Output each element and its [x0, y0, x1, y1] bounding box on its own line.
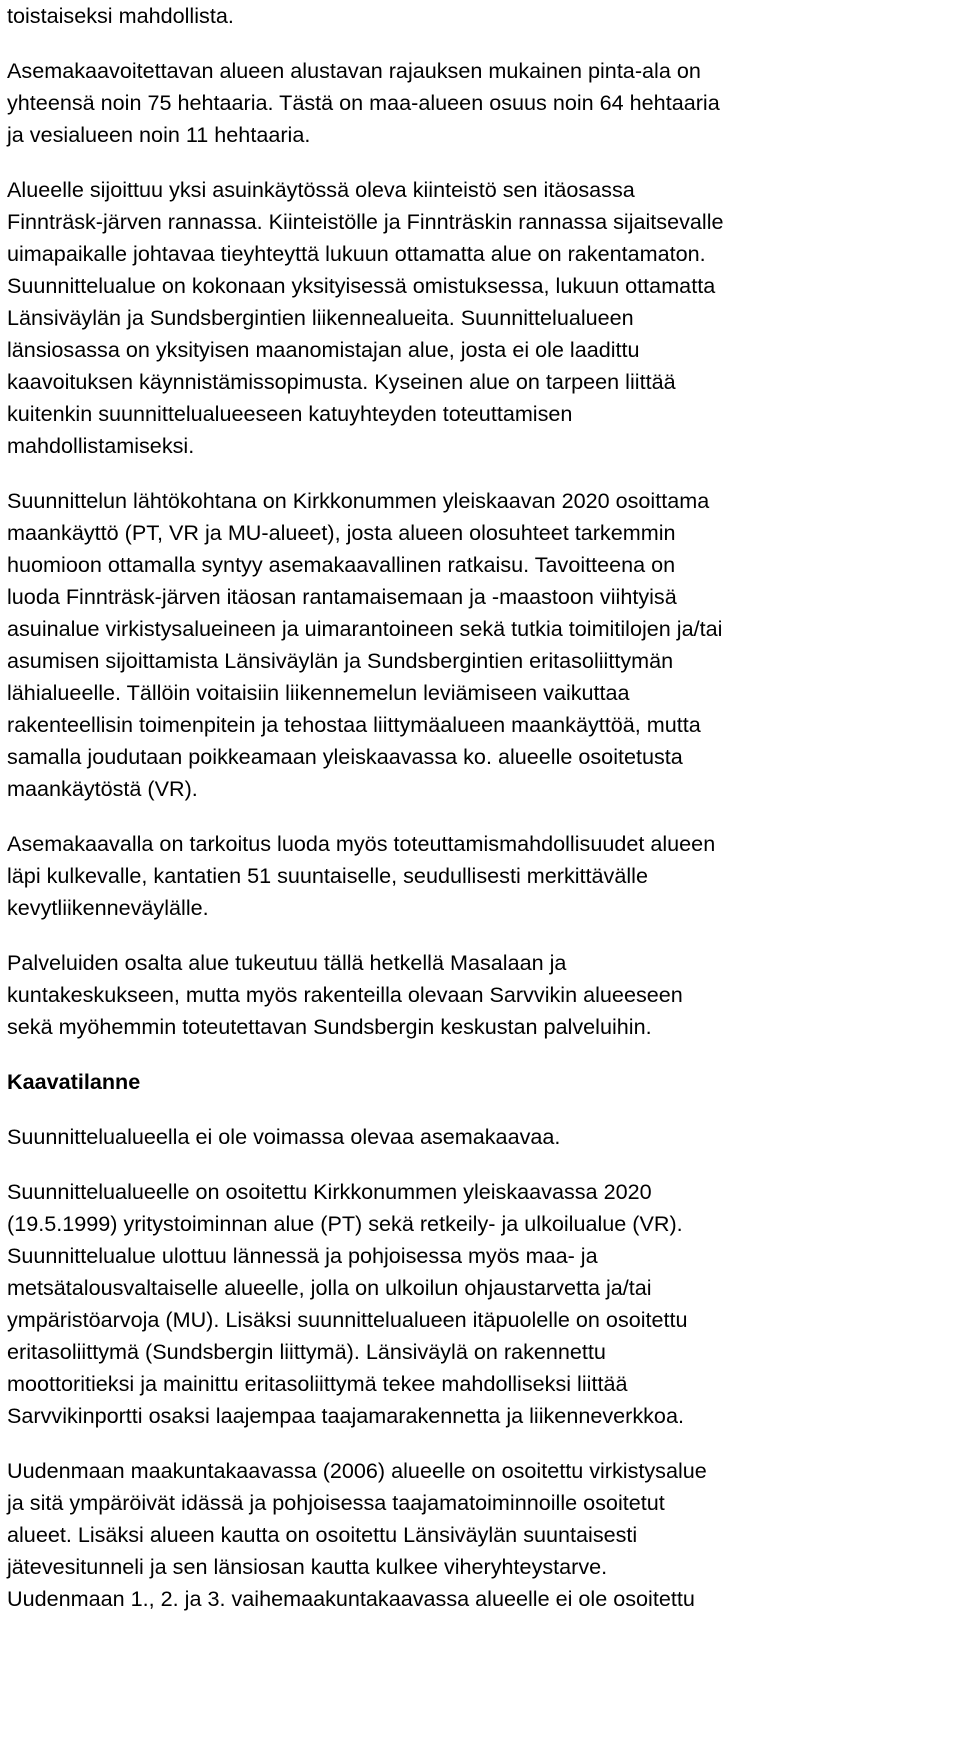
text-line: moottoritieksi ja mainittu eritasoliittymä tekee mahdolliseksi liittää	[7, 1371, 628, 1396]
paragraph	[7, 1121, 953, 1153]
text-line: Finnträsk-järven rannassa. Kiinteistölle ja Finnträskin rannassa sijaitsevalle	[7, 209, 724, 234]
text-line: rakenteellisin toimenpitein ja tehostaa liittymäalueen maankäyttöä, mutta	[7, 712, 701, 737]
text-line: länsiosassa on yksityisen maanomistajan alue, josta ei ole laadittu	[7, 337, 640, 362]
text-line: Uudenmaan 1., 2. ja 3. vaihemaakuntakaavassa alueelle ei ole osoitettu	[7, 1586, 695, 1611]
text-line: metsätalousvaltaiselle alueelle, jolla on ulkoilun ohjaustarvetta ja/tai	[7, 1275, 652, 1300]
text-line: Suunnittelualue on kokonaan yksityisessä omistuksessa, lukuun ottamatta	[7, 273, 716, 298]
text-line: Suunnittelualueelle on osoitettu Kirkkonummen yleiskaavassa 2020	[7, 1179, 652, 1204]
text-line: (19.5.1999) yritystoiminnan alue (PT) sekä retkeily- ja ulkoilualue (VR).	[7, 1211, 683, 1236]
text-line: kevytliikenneväylälle.	[7, 895, 209, 920]
paragraph	[7, 485, 953, 805]
heading-text: Kaavatilanne	[7, 1069, 141, 1094]
text-line: Alueelle sijoittuu yksi asuinkäytössä oleva kiinteistö sen itäosassa	[7, 177, 635, 202]
text-line: kaavoituksen käynnistämissopimusta. Kyseinen alue on tarpeen liittää	[7, 369, 676, 394]
paragraph	[7, 828, 953, 924]
text-line: yhteensä noin 75 hehtaaria. Tästä on maa-alueen osuus noin 64 hehtaaria	[7, 90, 720, 115]
text-line: asuinalue virkistysalueineen ja uimarantoineen sekä tutkia toimitilojen ja/tai	[7, 616, 723, 641]
text-line: samalla joudutaan poikkeamaan yleiskaavassa ko. alueelle osoitetusta	[7, 744, 683, 769]
paragraph	[7, 0, 953, 32]
text-line: Länsiväylän ja Sundsbergintien liikennealueita. Suunnittelualueen	[7, 305, 634, 330]
text-line: uimapaikalle johtavaa tieyhteyttä lukuun ottamatta alue on rakentamaton.	[7, 241, 706, 266]
text-line: lähialueelle. Tällöin voitaisiin liikennemelun leviämiseen vaikuttaa	[7, 680, 630, 705]
text-line: luoda Finnträsk-järven itäosan rantamaisemaan ja -maastoon viihtyisä	[7, 584, 677, 609]
paragraph	[7, 947, 953, 1043]
text-line: maankäyttö (PT, VR ja MU-alueet), josta alueen olosuhteet tarkemmin	[7, 520, 676, 545]
text-line: mahdollistamiseksi.	[7, 433, 195, 458]
paragraph	[7, 1176, 953, 1432]
section-heading	[7, 1066, 953, 1098]
text-line: toistaiseksi mahdollista.	[7, 3, 234, 28]
paragraph	[7, 1455, 953, 1615]
text-line: Suunnittelun lähtökohtana on Kirkkonummen yleiskaavan 2020 osoittama	[7, 488, 710, 513]
text-line: Uudenmaan maakuntakaavassa (2006) alueelle on osoitettu virkistysalue	[7, 1458, 707, 1483]
document-page	[7, 0, 953, 1615]
text-line: huomioon ottamalla syntyy asemakaavallinen ratkaisu. Tavoitteena on	[7, 552, 676, 577]
text-line: jätevesitunneli ja sen länsiosan kautta kulkee viheryhteystarve.	[7, 1554, 608, 1579]
text-line: Asemakaavoitettavan alueen alustavan rajauksen mukainen pinta-ala on	[7, 58, 701, 83]
paragraph	[7, 174, 953, 462]
text-line: Sarvvikinportti osaksi laajempaa taajamarakennetta ja liikenneverkkoa.	[7, 1403, 684, 1428]
paragraph	[7, 55, 953, 151]
text-line: ympäristöarvoja (MU). Lisäksi suunnittelualueen itäpuolelle on osoitettu	[7, 1307, 688, 1332]
text-line: läpi kulkevalle, kantatien 51 suuntaiselle, seudullisesti merkittävälle	[7, 863, 648, 888]
text-line: Asemakaavalla on tarkoitus luoda myös toteuttamismahdollisuudet alueen	[7, 831, 716, 856]
text-line: Suunnittelualueella ei ole voimassa olevaa asemakaavaa.	[7, 1124, 561, 1149]
text-line: Suunnittelualue ulottuu lännessä ja pohjoisessa myös maa- ja	[7, 1243, 598, 1268]
text-line: Palveluiden osalta alue tukeutuu tällä hetkellä Masalaan ja	[7, 950, 567, 975]
text-line: kuntakeskukseen, mutta myös rakenteilla olevaan Sarvvikin alueeseen	[7, 982, 683, 1007]
text-line: ja vesialueen noin 11 hehtaaria.	[7, 122, 311, 147]
text-line: kuitenkin suunnittelualueeseen katuyhteyden toteuttamisen	[7, 401, 573, 426]
text-line: asumisen sijoittamista Länsiväylän ja Sundsbergintien eritasoliittymän	[7, 648, 674, 673]
text-line: sekä myöhemmin toteutettavan Sundsbergin keskustan palveluihin.	[7, 1014, 652, 1039]
text-line: alueet. Lisäksi alueen kautta on osoitettu Länsiväylän suuntaisesti	[7, 1522, 638, 1547]
text-line: eritasoliittymä (Sundsbergin liittymä). Länsiväylä on rakennettu	[7, 1339, 606, 1364]
text-line: ja sitä ympäröivät idässä ja pohjoisessa taajamatoiminnoille osoitetut	[7, 1490, 665, 1515]
text-line: maankäytöstä (VR).	[7, 776, 198, 801]
